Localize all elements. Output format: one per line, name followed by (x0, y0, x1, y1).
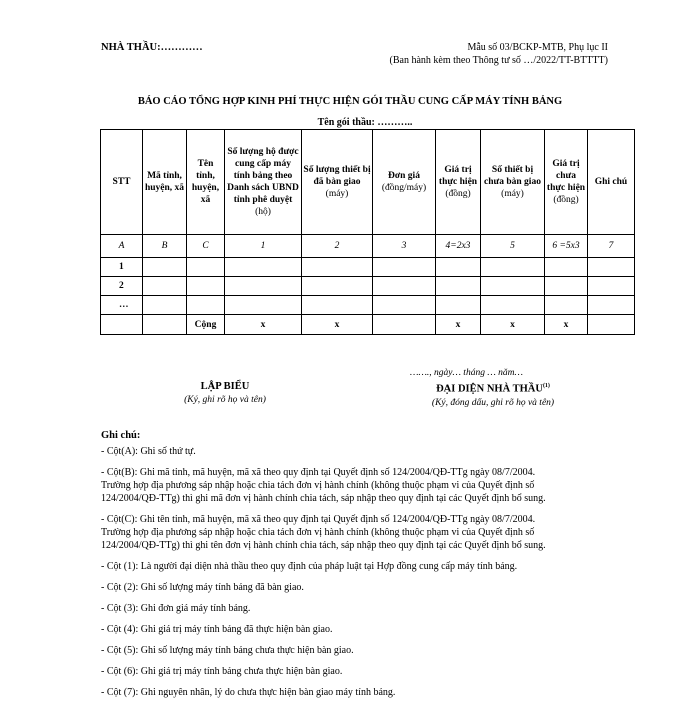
index-cell: 2 (302, 235, 373, 258)
table-cell (545, 258, 588, 277)
preparer-title: LẬP BIỂU (200, 381, 250, 392)
table-cell (143, 258, 187, 277)
total-cell: x (436, 315, 481, 335)
contractor-signature-block (398, 380, 588, 410)
table-cell (588, 277, 635, 296)
preparer-instruction: (Ký, ghi rõ họ và tên) (184, 395, 266, 405)
index-cell: 5 (481, 235, 545, 258)
index-cell: A (101, 235, 143, 258)
table-header-row (101, 130, 635, 235)
table-cell (481, 277, 545, 296)
header-cell: STT (101, 130, 143, 235)
table-cell (143, 296, 187, 315)
notes-heading: Ghi chú: (101, 430, 141, 441)
table-cell (545, 277, 588, 296)
index-cell: 6 =5x3 (545, 235, 588, 258)
note-item: - Cột (5): Ghi số lượng máy tính bảng chưa thực hiện bàn giao. (101, 645, 354, 656)
total-cell: x (545, 315, 588, 335)
table-cell (481, 258, 545, 277)
notes-list (101, 445, 631, 707)
header-cell: Ghi chú (588, 130, 635, 235)
table-row (101, 258, 635, 277)
header-cell: Giá trị chưa thực hiện (đồng) (545, 130, 588, 235)
total-cell (143, 315, 187, 335)
total-cell (101, 315, 143, 335)
table-cell (187, 258, 225, 277)
header-cell: Giá trị thực hiện (đồng) (436, 130, 481, 235)
header-cell: Số lượng hộ được cung cấp máy tính bảng theo Danh sách UBND tỉnh phê duyệt (hộ) (225, 130, 302, 235)
table-cell (225, 258, 302, 277)
table-cell (588, 258, 635, 277)
contractor-rep-instruction: (Ký, đóng dấu, ghi rõ họ và tên) (431, 397, 555, 408)
table-cell (187, 296, 225, 315)
contractor-label: NHÀ THẦU:………… (101, 42, 203, 53)
index-cell: B (143, 235, 187, 258)
table-cell (588, 296, 635, 315)
table-cell: 1 (101, 258, 143, 277)
index-cell: 4=2x3 (436, 235, 481, 258)
table-cell (545, 296, 588, 315)
header-cell: Đơn giá (đồng/máy) (373, 130, 436, 235)
table-cell (225, 277, 302, 296)
table-cell (302, 296, 373, 315)
note-item: - Cột (6): Ghi giá trị máy tính bảng chưa thực hiện bàn giao. (101, 666, 343, 677)
index-cell: 1 (225, 235, 302, 258)
report-title: BÁO CÁO TỔNG HỢP KINH PHÍ THỰC HIỆN GÓI THẦU CUNG CẤP MÁY TÍNH BẢNG (137, 96, 563, 107)
note-item: - Cột(A): Ghi số thứ tự. (101, 446, 196, 457)
form-issued-by: (Ban hành kèm theo Thông tư số …/2022/TT-BTTTT) (389, 55, 608, 66)
table-cell (225, 296, 302, 315)
report-table (100, 129, 635, 335)
total-cell (588, 315, 635, 335)
footnote-marker: (1) (542, 383, 550, 389)
table-cell (481, 296, 545, 315)
note-item: - Cột (7): Ghi nguyên nhân, lý do chưa thực hiện bàn giao máy tính bảng. (101, 687, 396, 698)
total-cell: x (481, 315, 545, 335)
table-cell: 2 (101, 277, 143, 296)
column-index-row (101, 235, 635, 258)
table-cell (373, 277, 436, 296)
table-cell (373, 258, 436, 277)
table-cell (302, 258, 373, 277)
total-cell (373, 315, 436, 335)
table-cell (436, 296, 481, 315)
header-cell: Mã tỉnh, huyện, xã (143, 130, 187, 235)
place-date-line: ……., ngày… tháng … năm… (410, 368, 523, 378)
table-row (101, 277, 635, 296)
table-cell (373, 296, 436, 315)
total-cell: Cộng (187, 315, 225, 335)
table-row (101, 296, 635, 315)
package-name: Tên gói thầu: ……….. (317, 117, 413, 128)
table-cell (436, 258, 481, 277)
note-item: - Cột (1): Là người đại diện nhà thầu theo quy định của pháp luật tại Hợp đồng cung cấp máy tính bảng. (101, 561, 518, 572)
note-item: - Cột (3): Ghi đơn giá máy tính bảng. (101, 603, 251, 614)
note-item: - Cột (4): Ghi giá trị máy tính bảng đã thực hiện bàn giao. (101, 624, 333, 635)
total-cell: x (302, 315, 373, 335)
preparer-signature-block (150, 380, 300, 407)
note-item: - Cột (2): Ghi số lượng máy tính bảng đã bàn giao. (101, 582, 304, 593)
note-item: - Cột(C): Ghi tên tỉnh, mã huyện, mã xã theo quy định tại Quyết định số 124/2004/QĐ-TTg ngày 08/7/2004. Trường hợp địa phương sáp nhập hoặc chia tách đơn vị hành chính (không thuộc phạm vi của Quyết định số 124/2004/QĐ-TTg) thì ghi tên đơn vị hành chính chia tách, sáp nhập theo quy định tại các Quyết định bổ sung. (101, 514, 546, 551)
index-cell: 7 (588, 235, 635, 258)
header-cell: Số lượng thiết bị đã bàn giao (máy) (302, 130, 373, 235)
form-reference (390, 41, 608, 67)
total-cell: x (225, 315, 302, 335)
note-item: - Cột(B): Ghi mã tỉnh, mã huyện, mã xã theo quy định tại Quyết định số 124/2004/QĐ-TTg ngày 08/7/2004. Trường hợp địa phương sáp nhập hoặc chia tách đơn vị hành chính (không thuộc phạm vi của Quyết định số 124/2004/QĐ-TTg) thì ghi mã đơn vị hành chính chia tách, sáp nhập theo quy định tại các Quyết định bổ sung. (101, 467, 546, 504)
header-cell: Số thiết bị chưa bàn giao (máy) (481, 130, 545, 235)
table-cell (187, 277, 225, 296)
table-cell (302, 277, 373, 296)
form-number: Mẫu số 03/BCKP-MTB, Phụ lục II (467, 42, 608, 53)
header-cell: Tên tỉnh, huyện, xã (187, 130, 225, 235)
total-row (101, 315, 635, 335)
table-cell (143, 277, 187, 296)
table-cell: … (101, 296, 143, 315)
contractor-rep-title: ĐẠI DIỆN NHÀ THẦU$^{(1)}$ (436, 383, 550, 395)
index-cell: C (187, 235, 225, 258)
table-cell (436, 277, 481, 296)
index-cell: 3 (373, 235, 436, 258)
